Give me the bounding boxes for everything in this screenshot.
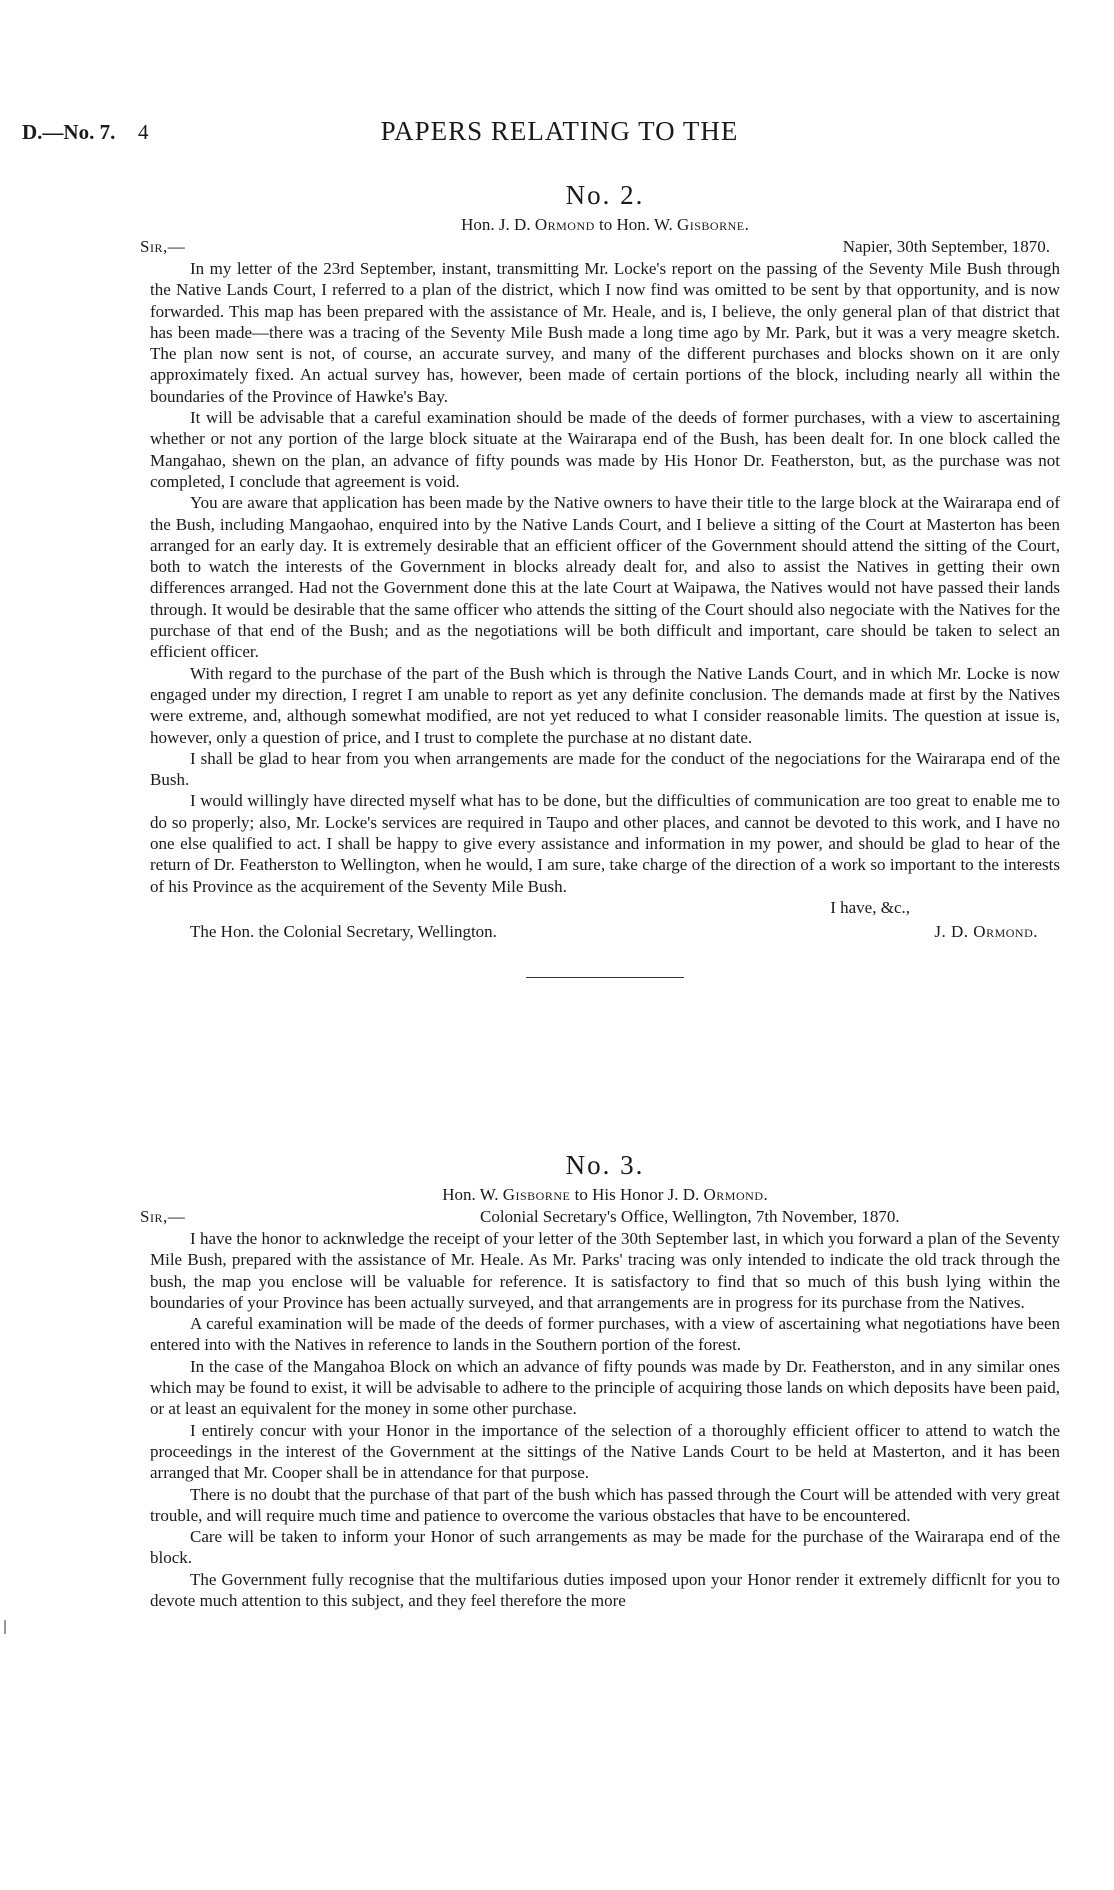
- recipient-name: Ormond: [703, 1185, 764, 1204]
- letter-heading: Hon. W. Gisborne to His Honor J. D. Ormond.: [442, 1185, 768, 1204]
- page-header: [22, 116, 1097, 150]
- document-reference: D.—No. 7.: [22, 120, 116, 144]
- paragraph: I would willingly have directed myself what has to be done, but the difficulties of communication are too great to enable me to do so properly; also, Mr. Locke's services are required in Taupo and other places, and cannot be devoted to this work, and I have no one else qualified to act. I shall be happy to give every assistance and information in my power, and should be glad to hear of the return of Dr. Featherston to Wellington, when he would, I am sure, take charge of the direction of a work so important to the interests of his Province as the acquirement of the Seventy Mile Bush.: [150, 791, 1060, 896]
- paragraph: With regard to the purchase of the part of the Bush which is through the Native Lands Court, and in which Mr. Locke is now engaged under my direction, I regret I am unable to report as yet any definite conclusion. The demands made at first by the Natives were extreme, and, although somewhat modified, are not yet reduced to what I consider reasonable limits. The question at issue is, however, only a question of price, and I trust to complete the purchase at no distant date.: [150, 663, 1060, 747]
- letter-date: Napier, 30th September, 1870.: [842, 237, 1050, 256]
- salutation: Sir,—: [140, 237, 186, 256]
- letter-no-2: [140, 178, 1060, 978]
- letter-no-3: [140, 1148, 1060, 1611]
- letter-number: No. 3.: [565, 1150, 645, 1180]
- addressee: The Hon. the Colonial Secretary, Wellington.: [190, 921, 497, 941]
- paragraph: Care will be taken to inform your Honor of such arrangements as may be made for the purchase of the Wairarapa end of the block.: [150, 1527, 1060, 1568]
- closing: I have, &c.,: [830, 897, 910, 917]
- salutation: Sir,—: [140, 1207, 186, 1226]
- running-title: PAPERS RELATING TO THE: [380, 116, 739, 146]
- signature: J. D. Ormond.: [934, 921, 1038, 941]
- letter-date: Colonial Secretary's Office, Wellington, 7th November, 1870.: [480, 1207, 900, 1226]
- letter-number: No. 2.: [565, 180, 645, 210]
- paragraph: I entirely concur with your Honor in the importance of the selection of a thoroughly efficient officer to attend to watch the proceedings in the interest of the Government at the sittings of the Native Lands Court to be held at Masterton, and it has been arranged that Mr. Cooper shall be in attendance for that purpose.: [150, 1420, 1060, 1483]
- paragraph: I shall be glad to hear from you when arrangements are made for the conduct of the negociations for the Wairarapa end of the Bush.: [150, 748, 1060, 790]
- address-row: [150, 921, 1060, 943]
- section-divider: [526, 977, 684, 978]
- paragraph: In my letter of the 23rd September, instant, transmitting Mr. Locke's report on the passing of the Seventy Mile Bush through the Native Lands Court, I referred to a plan of the district, which I now find was omitted to be sent by that opportunity, and is now forwarded. This map has been prepared with the assistance of Mr. Heale, and is, I believe, the only general plan of that district that has been made—there was a tracing of the Seventy Mile Bush made a long time ago by Mr. Park, but it was a very meagre sketch. The plan now sent is not, of course, an accurate survey, and many of the different purchases and blocks shown on it are only approximately fixed. An actual survey has, however, been made of certain portions of the block, including nearly all within the boundaries of the Province of Hawke's Bay.: [150, 259, 1060, 406]
- paragraph: A careful examination will be made of the deeds of former purchases, with a view of ascertaining what negotiations have been entered into with the Natives in reference to lands in the Southern portion of the forest.: [150, 1314, 1060, 1355]
- closing-row: [150, 897, 1060, 919]
- paragraph: It will be advisable that a careful examination should be made of the deeds of former purchases, with a view to ascertaining whether or not any portion of the large block situate at the Wairarapa end of the Bush, has been dealt for. In one block called the Mangahao, shewn on the plan, an advance of fifty pounds was made by His Honor Dr. Featherston, but, as the purchase was not completed, I conclude that agreement is void.: [150, 408, 1060, 491]
- paragraph: I have the honor to acknwledge the receipt of your letter of the 30th September last, in which you forward a plan of the Seventy Mile Bush, prepared with the assistance of Mr. Heale. As Mr. Parks' tracing was only intended to indicate the old track through the bush, the map you enclose will be valuable for reference. It is satisfactory to find that so much of this bush lying within the boundaries of your Province has been actually surveyed, and that arrangements are in progress for its purchase from the Natives.: [150, 1229, 1060, 1312]
- paragraph: There is no doubt that the purchase of that part of the bush which has passed through the Court will be attended with very great trouble, and will require much time and patience to overcome the various obstacles that have to be encountered.: [150, 1484, 1060, 1525]
- margin-mark: [4, 1620, 6, 1634]
- paragraph: The Government fully recognise that the multifarious duties imposed upon your Honor render it extremely difficnlt for you to devote much attention to this subject, and they feel therefore the more: [150, 1569, 1060, 1611]
- salutation-row: [140, 1206, 1060, 1228]
- salutation-row: [140, 236, 1060, 258]
- recipient-name: Gisborne: [676, 215, 745, 234]
- sender-name: Ormond: [534, 215, 595, 234]
- paragraph: You are aware that application has been made by the Native owners to have their title to the large block at the Wairarapa end of the Bush, including Mangaohao, enquired into by the Native Lands Court, and I believe a sitting of the Court at Masterton has been arranged for an early day. It is extremely desirable that an efficient officer of the Government should attend the sitting of the Court, both to watch the interests of the Government in blocks already dealt for, and also to assist the Natives in getting their own differences arranged. Had not the Government done this at the late Court at Waipawa, the Natives would not have passed their lands through. It would be desirable that the same officer who attends the sitting of the Court should also negociate with the Natives for the purchase of that end of the Bush; and as the negotiations will be both difficult and important, care should be taken to select an efficient officer.: [150, 493, 1060, 662]
- page-number: 4: [138, 120, 149, 144]
- letter-heading: Hon. J. D. Ormond to Hon. W. Gisborne.: [461, 215, 749, 234]
- paragraph: In the case of the Mangahoa Block on which an advance of fifty pounds was made by Dr. Featherston, and in any similar ones which may be found to exist, it will be advisable to adhere to the principle of acquiring those lands on which deposits have been paid, or at least an equivalent for the money in some other purchase.: [150, 1356, 1060, 1419]
- sender-name: Gisborne: [502, 1185, 571, 1204]
